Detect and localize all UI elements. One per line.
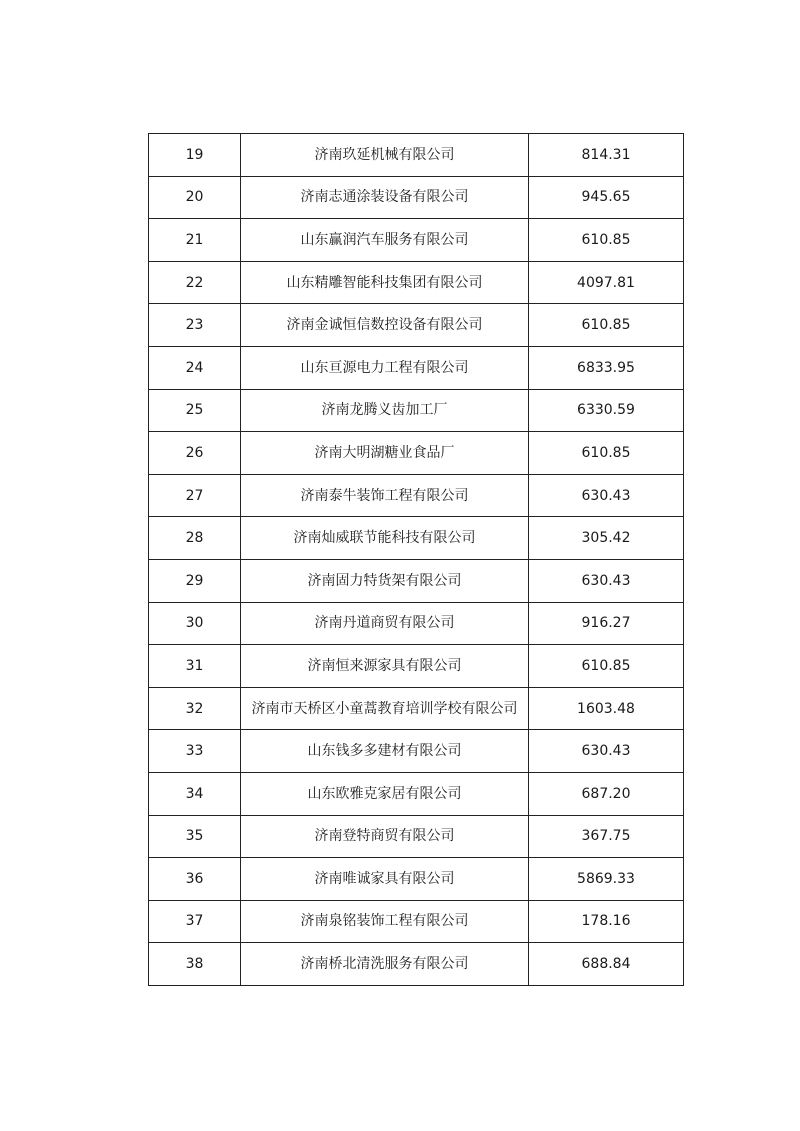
amount-value: 610.85 xyxy=(529,432,684,475)
row-index: 35 xyxy=(149,815,241,858)
amount-value: 630.43 xyxy=(529,474,684,517)
table-row xyxy=(149,559,684,602)
amount-value: 1603.48 xyxy=(529,687,684,730)
row-index: 36 xyxy=(149,858,241,901)
company-name: 山东欧雅克家居有限公司 xyxy=(241,772,529,815)
row-index: 27 xyxy=(149,474,241,517)
row-index: 22 xyxy=(149,261,241,304)
company-name: 济南恒来源家具有限公司 xyxy=(241,645,529,688)
table-row xyxy=(149,389,684,432)
company-name: 山东亘源电力工程有限公司 xyxy=(241,346,529,389)
amount-value: 688.84 xyxy=(529,943,684,986)
company-name: 济南泰牛装饰工程有限公司 xyxy=(241,474,529,517)
amount-value: 6330.59 xyxy=(529,389,684,432)
row-index: 24 xyxy=(149,346,241,389)
row-index: 31 xyxy=(149,645,241,688)
company-name: 山东精雕智能科技集团有限公司 xyxy=(241,261,529,304)
company-name: 济南登特商贸有限公司 xyxy=(241,815,529,858)
table-row xyxy=(149,602,684,645)
row-index: 30 xyxy=(149,602,241,645)
row-index: 26 xyxy=(149,432,241,475)
table-row xyxy=(149,261,684,304)
row-index: 20 xyxy=(149,176,241,219)
company-name: 济南桥北清洗服务有限公司 xyxy=(241,943,529,986)
company-name: 济南龙腾义齿加工厂 xyxy=(241,389,529,432)
company-name: 济南玖延机械有限公司 xyxy=(241,134,529,177)
table-row xyxy=(149,858,684,901)
table-row xyxy=(149,815,684,858)
company-name: 济南丹道商贸有限公司 xyxy=(241,602,529,645)
amount-value: 610.85 xyxy=(529,304,684,347)
amount-value: 178.16 xyxy=(529,900,684,943)
amount-value: 4097.81 xyxy=(529,261,684,304)
row-index: 25 xyxy=(149,389,241,432)
amount-value: 610.85 xyxy=(529,219,684,262)
table-row xyxy=(149,772,684,815)
amount-value: 945.65 xyxy=(529,176,684,219)
row-index: 28 xyxy=(149,517,241,560)
row-index: 19 xyxy=(149,134,241,177)
company-name: 山东赢润汽车服务有限公司 xyxy=(241,219,529,262)
row-index: 32 xyxy=(149,687,241,730)
table-row xyxy=(149,900,684,943)
table-row xyxy=(149,304,684,347)
amount-value: 367.75 xyxy=(529,815,684,858)
table-row xyxy=(149,176,684,219)
row-index: 29 xyxy=(149,559,241,602)
table-row xyxy=(149,687,684,730)
company-name: 济南市天桥区小童蒿教育培训学校有限公司 xyxy=(241,687,529,730)
table-row xyxy=(149,432,684,475)
table-row xyxy=(149,219,684,262)
company-table xyxy=(148,133,684,986)
company-name: 济南志通涂装设备有限公司 xyxy=(241,176,529,219)
amount-value: 687.20 xyxy=(529,772,684,815)
company-name: 济南固力特货架有限公司 xyxy=(241,559,529,602)
row-index: 23 xyxy=(149,304,241,347)
table-row xyxy=(149,474,684,517)
row-index: 33 xyxy=(149,730,241,773)
amount-value: 916.27 xyxy=(529,602,684,645)
table-row xyxy=(149,645,684,688)
table-body xyxy=(149,134,684,986)
table-row xyxy=(149,943,684,986)
company-name: 济南大明湖糖业食品厂 xyxy=(241,432,529,475)
row-index: 34 xyxy=(149,772,241,815)
row-index: 21 xyxy=(149,219,241,262)
amount-value: 630.43 xyxy=(529,559,684,602)
company-name: 济南金诚恒信数控设备有限公司 xyxy=(241,304,529,347)
company-name: 济南灿威联节能科技有限公司 xyxy=(241,517,529,560)
company-name: 山东钱多多建材有限公司 xyxy=(241,730,529,773)
amount-value: 814.31 xyxy=(529,134,684,177)
amount-value: 6833.95 xyxy=(529,346,684,389)
company-name: 济南唯诚家具有限公司 xyxy=(241,858,529,901)
row-index: 38 xyxy=(149,943,241,986)
row-index: 37 xyxy=(149,900,241,943)
table-row xyxy=(149,134,684,177)
amount-value: 630.43 xyxy=(529,730,684,773)
company-name: 济南泉铭装饰工程有限公司 xyxy=(241,900,529,943)
amount-value: 5869.33 xyxy=(529,858,684,901)
table-row xyxy=(149,346,684,389)
amount-value: 610.85 xyxy=(529,645,684,688)
amount-value: 305.42 xyxy=(529,517,684,560)
table-row xyxy=(149,517,684,560)
table-row xyxy=(149,730,684,773)
